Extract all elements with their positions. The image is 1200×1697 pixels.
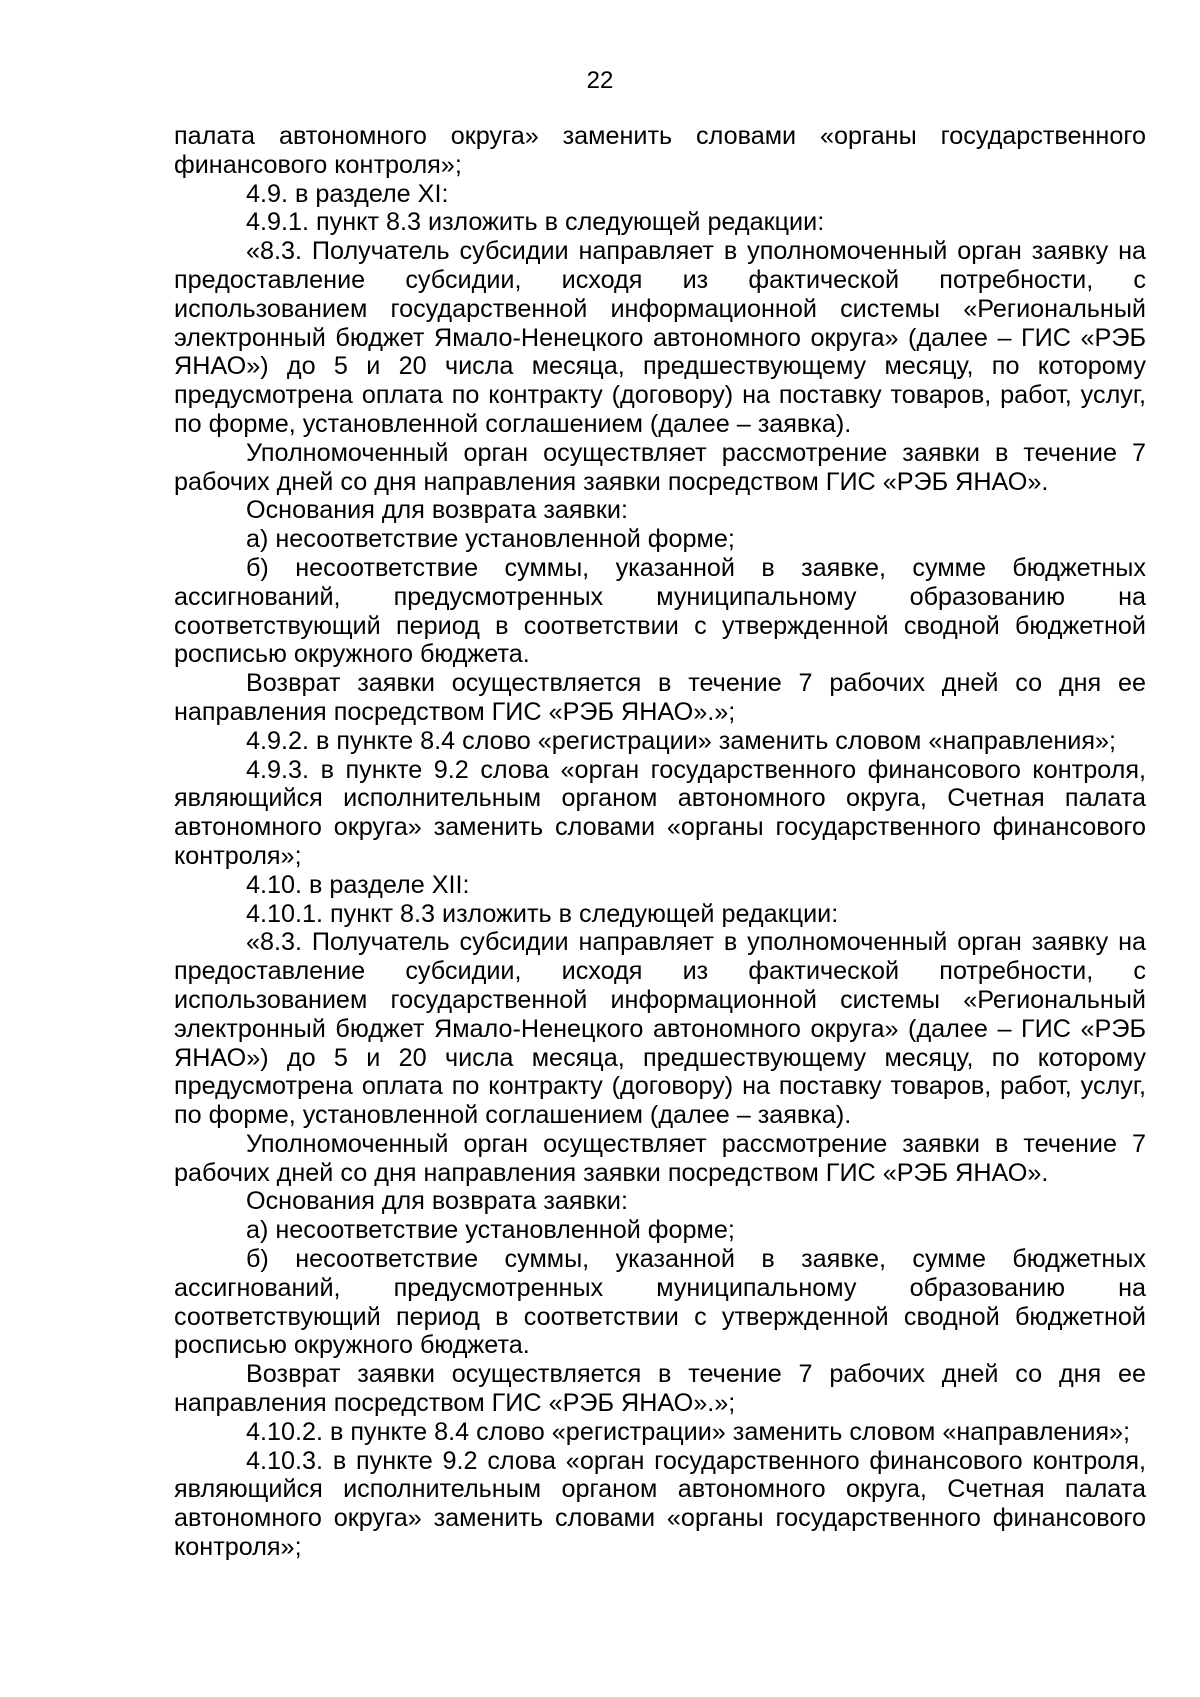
- paragraph: 4.10.2. в пункте 8.4 слово «регистрации» заменить словом «направления»;: [246, 1417, 1131, 1446]
- paragraph: а) несоответствие установленной форме;: [246, 1216, 735, 1245]
- paragraph: 4.10. в разделе XII:: [246, 870, 470, 899]
- paragraph: 4.9. в разделе XI:: [246, 179, 449, 208]
- paragraph: 4.9.1. пункт 8.3 изложить в следующей редакции:: [246, 208, 825, 237]
- paragraph: б) несоответствие суммы, указанной в заявке, сумме бюджетных ассигнований, предусмотренных муниципальному образованию на соответствующий период в соответствии с утвержденной сводной бюджетной росписью окружного бюджета.: [174, 553, 1146, 669]
- document-body: [174, 122, 1146, 1562]
- paragraph: 4.10.3. в пункте 9.2 слова «орган государственного финансового контроля, являющийся исполнительным органом автономного округа, Счетная палата автономного округа» заменить словами «органы государственного финансового контроля»;: [174, 1446, 1146, 1562]
- paragraph: 4.10.1. пункт 8.3 изложить в следующей редакции:: [246, 899, 839, 928]
- paragraph: Возврат заявки осуществляется в течение 7 рабочих дней со дня ее направления посредством ГИС «РЭБ ЯНАО».»;: [174, 669, 1146, 726]
- paragraph: Основания для возврата заявки:: [246, 1187, 628, 1216]
- paragraph: «8.3. Получатель субсидии направляет в уполномоченный орган заявку на предоставление субсидии, исходя из фактической потребности, с использованием государственной информационной системы «Региональный электронный бюджет Ямало-Ненецкого автономного округа» (далее – ГИС «РЭБ ЯНАО») до 5 и 20 числа месяца, предшествующему месяцу, по которому предусмотрена оплата по контракту (договору) на поставку товаров, работ, услуг, по форме, установленной соглашением (далее – заявка).: [174, 237, 1146, 438]
- paragraph: а) несоответствие установленной форме;: [246, 525, 735, 554]
- paragraph: 4.9.3. в пункте 9.2 слова «орган государственного финансового контроля, являющийся исполнительным органом автономного округа, Счетная палата автономного округа» заменить словами «органы государственного финансового контроля»;: [174, 755, 1146, 870]
- paragraph: 4.9.2. в пункте 8.4 слово «регистрации» заменить словом «направления»;: [246, 726, 1117, 755]
- paragraph: палата автономного округа» заменить словами «органы государственного финансового контроля»;: [174, 122, 1146, 179]
- paragraph: Уполномоченный орган осуществляет рассмотрение заявки в течение 7 рабочих дней со дня направления заявки посредством ГИС «РЭБ ЯНАО».: [174, 1129, 1146, 1187]
- paragraph: Уполномоченный орган осуществляет рассмотрение заявки в течение 7 рабочих дней со дня направления заявки посредством ГИС «РЭБ ЯНАО».: [174, 438, 1146, 496]
- paragraph: б) несоответствие суммы, указанной в заявке, сумме бюджетных ассигнований, предусмотренных муниципальному образованию на соответствующий период в соответствии с утвержденной сводной бюджетной росписью окружного бюджета.: [174, 1245, 1146, 1360]
- paragraph: Возврат заявки осуществляется в течение 7 рабочих дней со дня ее направления посредством ГИС «РЭБ ЯНАО».»;: [174, 1360, 1146, 1418]
- page-number: 22: [586, 67, 614, 94]
- paragraph: Основания для возврата заявки:: [246, 496, 628, 525]
- paragraph: «8.3. Получатель субсидии направляет в уполномоченный орган заявку на предоставление субсидии, исходя из фактической потребности, с использованием государственной информационной системы «Региональный электронный бюджет Ямало-Ненецкого автономного округа» (далее – ГИС «РЭБ ЯНАО») до 5 и 20 числа месяца, предшествующему месяцу, по которому предусмотрена оплата по контракту (договору) на поставку товаров, работ, услуг, по форме, установленной соглашением (далее – заявка).: [174, 928, 1146, 1130]
